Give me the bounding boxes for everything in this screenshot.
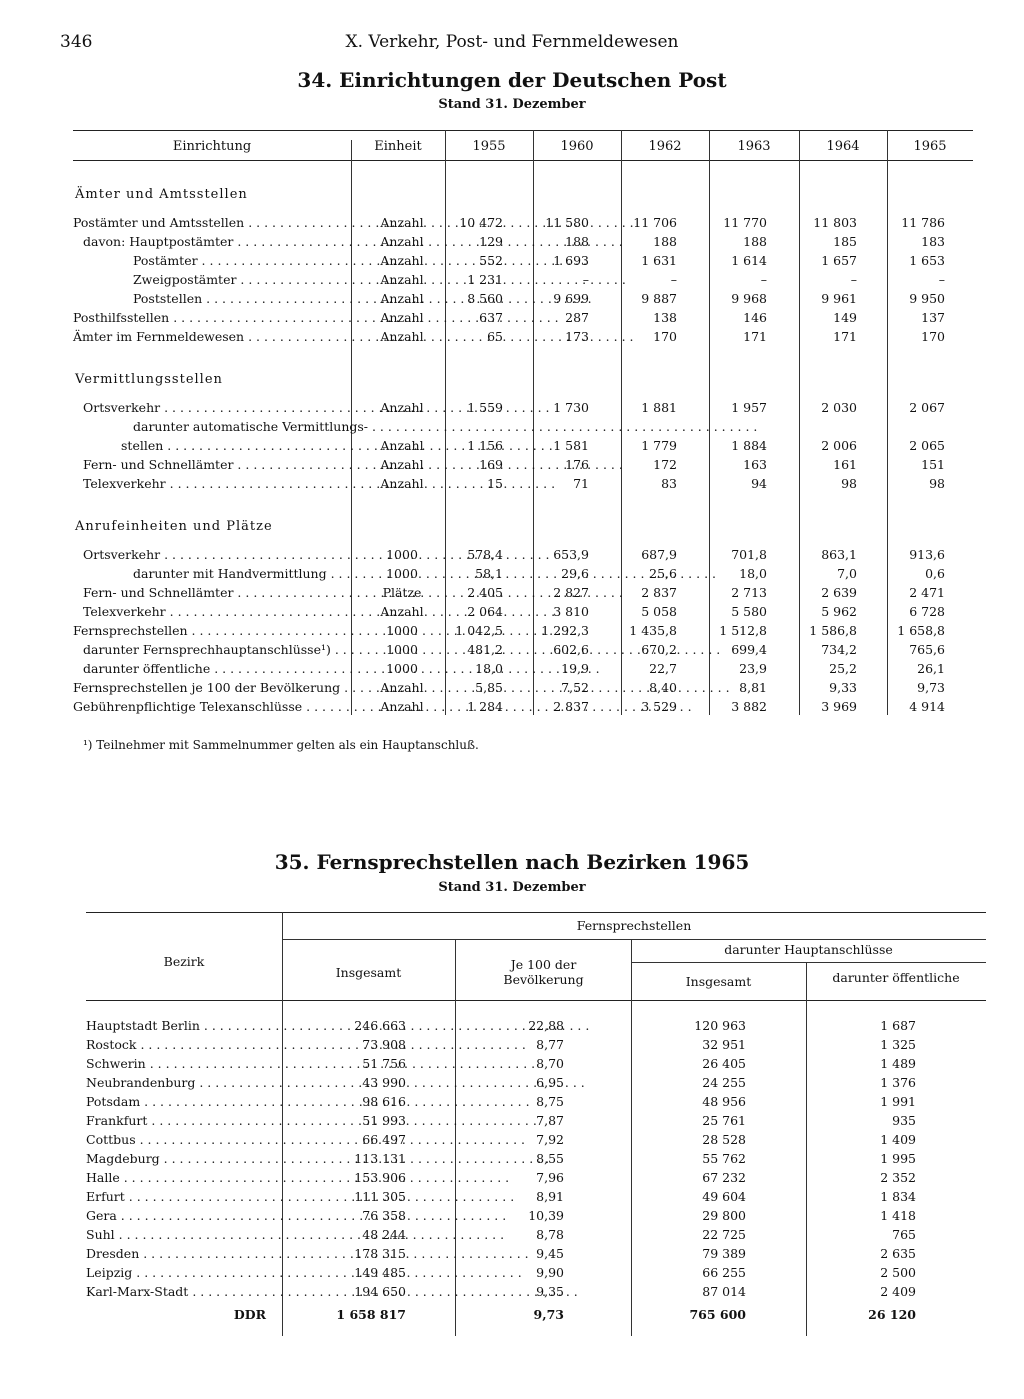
- table34-cell: 699,4: [731, 642, 767, 657]
- table34-cell: 1 658,8: [897, 623, 945, 638]
- table34-cell: 5 580: [731, 604, 767, 619]
- table35-cell: 8,75: [536, 1094, 564, 1109]
- table35-total-cell: 26 120: [868, 1307, 916, 1322]
- table34-cell: 552: [479, 253, 503, 268]
- table34: [73, 130, 973, 752]
- table34-cell: 602,6: [553, 642, 589, 657]
- table34-cell: 161: [833, 457, 857, 472]
- table34-cell: –: [670, 272, 677, 287]
- table34-row-label: davon: Hauptpostämter . . .: [83, 234, 343, 249]
- table35-cell: 24 255: [702, 1075, 746, 1090]
- table35-cell: 55 762: [702, 1151, 746, 1166]
- table34-cell: 2 030: [821, 400, 857, 415]
- table35-top-rule: [86, 912, 986, 913]
- table35-total-cell: 765 600: [689, 1307, 746, 1322]
- table34-cell: 734,2: [821, 642, 857, 657]
- table35-header-bezirk: Bezirk: [163, 954, 205, 969]
- table34-cell: 9 950: [909, 291, 945, 306]
- table34-cell: 10 472: [459, 215, 503, 230]
- table34-row-label: Postämter und Amtsstellen . . .: [73, 215, 343, 230]
- table34-row-label: Fern- und Schnellämter . . .: [83, 457, 343, 472]
- table35-cell: 51 993: [362, 1113, 406, 1128]
- table34-cell: 1 957: [731, 400, 767, 415]
- table34-header-year: 1963: [737, 139, 771, 154]
- table34-cell: 5,85: [475, 680, 503, 695]
- table34-cell: 9 887: [641, 291, 677, 306]
- table34-cell: 171: [743, 329, 767, 344]
- table34-cell: 188: [653, 234, 677, 249]
- table34-row-unit: Anzahl: [380, 476, 424, 491]
- table34-cell: 1 559: [467, 400, 503, 415]
- table34-cell: 94: [751, 476, 767, 491]
- table34-section-title: Vermittlungsstellen: [75, 372, 223, 387]
- table34-section-title: Anrufeinheiten und Plätze: [75, 519, 273, 534]
- table34-cell: 2 064: [467, 604, 503, 619]
- table34-row-unit: Anzahl: [380, 438, 424, 453]
- table34-cell: 1 042,5: [455, 623, 503, 638]
- table35-cell: 29 800: [702, 1208, 746, 1223]
- table34-cell: 1 730: [553, 400, 589, 415]
- table35-cell: 8,55: [536, 1151, 564, 1166]
- table34-cell: 18,0: [739, 566, 767, 581]
- table34-cell: 1 779: [641, 438, 677, 453]
- table35-cell: 9,90: [536, 1265, 564, 1280]
- table35-cell: 43 990: [362, 1075, 406, 1090]
- table35-row-bezirk: Gera . . .: [86, 1208, 276, 1223]
- table34-cell: 129: [479, 234, 503, 249]
- table34-cell: 1 435,8: [629, 623, 677, 638]
- table35-subtitle: Stand 31. Dezember: [438, 880, 586, 895]
- table34-cell: 25,2: [829, 661, 857, 676]
- table34-cell: 3 969: [821, 699, 857, 714]
- table35-cell: 87 014: [702, 1284, 746, 1299]
- table34-cell: 765,6: [909, 642, 945, 657]
- table35-cell: 111 305: [354, 1189, 406, 1204]
- table34-cell: 170: [921, 329, 945, 344]
- table35-cell: 8,91: [536, 1189, 564, 1204]
- table34-cell: 98: [841, 476, 857, 491]
- table34-cell: 8 560: [467, 291, 503, 306]
- table34-cell: 185: [833, 234, 857, 249]
- table34-cell: 188: [565, 234, 589, 249]
- table35-cell: 66 255: [702, 1265, 746, 1280]
- table35-row-bezirk: Hauptstadt Berlin . . .: [86, 1018, 276, 1033]
- table35-cell: 32 951: [702, 1037, 746, 1052]
- table35-cell: 98 616: [362, 1094, 406, 1109]
- table35-cell: 7,92: [536, 1132, 564, 1147]
- table34-cell: 163: [743, 457, 767, 472]
- table35-cell: 7,96: [536, 1170, 564, 1185]
- table35-row-bezirk: Magdeburg . . .: [86, 1151, 276, 1166]
- table34-cell: 670,2: [641, 642, 677, 657]
- table34-cell: 3 810: [553, 604, 589, 619]
- table35-cell: 26 405: [702, 1056, 746, 1071]
- table35-header-je100: Je 100 der Bevölkerung: [503, 957, 584, 987]
- table34-cell: 151: [921, 457, 945, 472]
- table35-row-bezirk: Suhl . . .: [86, 1227, 276, 1242]
- table34-cell: 137: [921, 310, 945, 325]
- table34-cell: 98: [929, 476, 945, 491]
- table35-cell: 67 232: [702, 1170, 746, 1185]
- table34-cell: 1 631: [641, 253, 677, 268]
- table34-cell: 146: [743, 310, 767, 325]
- table34-cell: –: [938, 272, 945, 287]
- table34-cell: 7,52: [561, 680, 589, 695]
- table34-row-label: Ämter im Fernmeldewesen . . .: [73, 329, 343, 344]
- table35-cell: 8,77: [536, 1037, 564, 1052]
- table35-cell: 1 991: [880, 1094, 916, 1109]
- table34-row-unit: Anzahl: [380, 457, 424, 472]
- table34-cell: –: [582, 272, 589, 287]
- table35-cell: 2 500: [880, 1265, 916, 1280]
- table34-cell: 138: [653, 310, 677, 325]
- table34-cell: 65: [487, 329, 503, 344]
- table35-row-bezirk: Karl-Marx-Stadt . . .: [86, 1284, 276, 1299]
- table34-cell: 4 914: [909, 699, 945, 714]
- table35-title: 35. Fernsprechstellen nach Bezirken 1965: [274, 850, 750, 874]
- table34-row-unit: 1000: [386, 566, 418, 581]
- table34-row-label: stellen . . .: [121, 438, 343, 453]
- table35-row-bezirk: Potsdam . . .: [86, 1094, 276, 1109]
- table34-cell: 2 065: [909, 438, 945, 453]
- table35-row-bezirk: Frankfurt . . .: [86, 1113, 276, 1128]
- table34-row-label: Gebührenpflichtige Telexanschlüsse . . .: [73, 699, 343, 714]
- table34-header-unit: Einheit: [374, 139, 422, 154]
- table34-cell: 71: [573, 476, 589, 491]
- table34-row-label: darunter Fernsprechhauptanschlüsse¹) . . .: [83, 642, 343, 657]
- table34-cell: 8,81: [739, 680, 767, 695]
- table35-group-rule: [282, 939, 986, 940]
- table34-cell: 176: [565, 457, 589, 472]
- table34-top-rule: [73, 130, 973, 131]
- table35-cell: 1 834: [880, 1189, 916, 1204]
- table34-cell: 149: [833, 310, 857, 325]
- table35-cell: 149 485: [354, 1265, 406, 1280]
- table34-header-rule: [73, 160, 973, 161]
- table35-cell: 9,45: [536, 1246, 564, 1261]
- table35-cell: 194 650: [354, 1284, 406, 1299]
- table34-cell: 1 156: [467, 438, 503, 453]
- table35-cell: 1 325: [880, 1037, 916, 1052]
- table34-row-label: Ortsverkehr . . .: [83, 547, 343, 562]
- table34-cell: 19,9: [561, 661, 589, 676]
- table34-cell: 2 837: [553, 699, 589, 714]
- table35-cell: 8,70: [536, 1056, 564, 1071]
- table35-cell: 22 725: [702, 1227, 746, 1242]
- table34-cell: 481,2: [467, 642, 503, 657]
- table34-cell: 172: [653, 457, 677, 472]
- table34-cell: 2 405: [467, 585, 503, 600]
- table34-cell: 11 803: [813, 215, 857, 230]
- table34-cell: 1 693: [553, 253, 589, 268]
- table34-cell: 2 837: [641, 585, 677, 600]
- table34-cell: 1 292,3: [541, 623, 589, 638]
- table34-cell: 863,1: [821, 547, 857, 562]
- table34-cell: 2 827: [553, 585, 589, 600]
- table35-row-bezirk: Erfurt . . .: [86, 1189, 276, 1204]
- table34-cell: 1 581: [553, 438, 589, 453]
- table34-row-unit: Anzahl: [380, 680, 424, 695]
- table34-cell: 22,7: [649, 661, 677, 676]
- table34-cell: 3 882: [731, 699, 767, 714]
- table35-cell: 1 418: [880, 1208, 916, 1223]
- table34-cell: 8,40: [649, 680, 677, 695]
- table34-cell: 58,1: [475, 566, 503, 581]
- table34-cell: 183: [921, 234, 945, 249]
- table34-cell: 11 706: [633, 215, 677, 230]
- table34-cell: 1 657: [821, 253, 857, 268]
- table34-header-year: 1965: [913, 139, 947, 154]
- table35-cell: 120 963: [694, 1018, 746, 1033]
- table34-cell: 9,73: [917, 680, 945, 695]
- table35-cell: 1 995: [880, 1151, 916, 1166]
- table35-cell: 6,95: [536, 1075, 564, 1090]
- table35-cell: 49 604: [702, 1189, 746, 1204]
- table35-cell: 1 687: [880, 1018, 916, 1033]
- table34-cell: 9 968: [731, 291, 767, 306]
- table34-row-label: Postämter . . .: [133, 253, 343, 268]
- table34-cell: 653,9: [553, 547, 589, 562]
- table34-row-unit: 1000: [386, 661, 418, 676]
- running-head: X. Verkehr, Post- und Fernmeldewesen: [345, 32, 679, 52]
- table34-cell: 2 471: [909, 585, 945, 600]
- table34-cell: 7,0: [837, 566, 857, 581]
- table34-cell: 170: [653, 329, 677, 344]
- table34-row-label: Fern- und Schnellämter . . .: [83, 585, 343, 600]
- table35-cell: 935: [892, 1113, 916, 1128]
- table34-header-year: 1960: [560, 139, 594, 154]
- table35-cell: 1 409: [880, 1132, 916, 1147]
- table34-cell: 11 786: [901, 215, 945, 230]
- table34-cell: 171: [833, 329, 857, 344]
- table35-row-bezirk: Schwerin . . .: [86, 1056, 276, 1071]
- table34-cell: 1 614: [731, 253, 767, 268]
- table35-row-bezirk: Cottbus . . .: [86, 1132, 276, 1147]
- table35-cell: 9,35: [536, 1284, 564, 1299]
- table34-cell: –: [760, 272, 767, 287]
- table35-cell: 73 908: [362, 1037, 406, 1052]
- table34-cell: 3 529: [641, 699, 677, 714]
- table34-row-unit: 1000: [386, 642, 418, 657]
- table34-cell: 5 962: [821, 604, 857, 619]
- table34-cell: 173: [565, 329, 589, 344]
- table34-cell: 0,6: [925, 566, 945, 581]
- table34-cell: 578,4: [467, 547, 503, 562]
- table34-row-unit: Plätze: [382, 585, 422, 600]
- table34-cell: 9,33: [829, 680, 857, 695]
- table34-cell: 15: [487, 476, 503, 491]
- table34-subtitle: Stand 31. Dezember: [438, 97, 586, 112]
- table35-row-bezirk: Dresden . . .: [86, 1246, 276, 1261]
- table35-cell: 765: [892, 1227, 916, 1242]
- table34-cell: 1 881: [641, 400, 677, 415]
- table34-cell: 1 231: [467, 272, 503, 287]
- table34-cell: 913,6: [909, 547, 945, 562]
- table35-cell: 2 635: [880, 1246, 916, 1261]
- table34-header-year: 1962: [648, 139, 682, 154]
- table35-subgroup-rule: [631, 962, 986, 963]
- table34-cell: 83: [661, 476, 677, 491]
- table34-cell: 169: [479, 457, 503, 472]
- table35-cell: 51 756: [362, 1056, 406, 1071]
- table34-row-unit: Anzahl: [380, 400, 424, 415]
- table34-cell: 26,1: [917, 661, 945, 676]
- table34-row-unit: Anzahl: [380, 604, 424, 619]
- table35-cell: 22,88: [528, 1018, 564, 1033]
- table35-total-label: DDR: [233, 1307, 266, 1322]
- table34-cell: 287: [565, 310, 589, 325]
- table34-cell: –: [850, 272, 857, 287]
- table35-total-cell: 9,73: [533, 1307, 564, 1322]
- table34-cell: 6 728: [909, 604, 945, 619]
- table35-cell: 1 489: [880, 1056, 916, 1071]
- table35-cell: 2 352: [880, 1170, 916, 1185]
- table34-cell: 637: [479, 310, 503, 325]
- table34-cell: 1 284: [467, 699, 503, 714]
- table35: [86, 912, 986, 1336]
- table34-header-year: 1964: [826, 139, 860, 154]
- table35-cell: 7,87: [536, 1113, 564, 1128]
- table34-header-year: 1955: [472, 139, 506, 154]
- page-number: 346: [60, 32, 93, 52]
- table34-row-unit: Anzahl: [380, 234, 424, 249]
- table34-cell: 9 699: [553, 291, 589, 306]
- table34-cell: 25,6: [649, 566, 677, 581]
- table34-row-unit: Anzahl: [380, 699, 424, 714]
- table35-cell: 28 528: [702, 1132, 746, 1147]
- table35-cell: 246 663: [354, 1018, 406, 1033]
- table34-title: 34. Einrichtungen der Deutschen Post: [297, 68, 727, 92]
- table34-row-label: darunter mit Handvermittlung . . .: [133, 566, 343, 581]
- table34-row-label: Posthilfsstellen . . .: [73, 310, 343, 325]
- table34-cell: 11 770: [723, 215, 767, 230]
- table34-cell: 1 653: [909, 253, 945, 268]
- table34-cell: 23,9: [739, 661, 767, 676]
- table35-cell: 2 409: [880, 1284, 916, 1299]
- table34-row-label: Telexverkehr . . .: [83, 476, 343, 491]
- table34-row-unit: 1000: [386, 547, 418, 562]
- table35-header-oeffentliche: darunter öffentliche: [832, 970, 960, 985]
- table35-cell: 66 497: [362, 1132, 406, 1147]
- table34-cell: 9 961: [821, 291, 857, 306]
- table35-cell: 48 956: [702, 1094, 746, 1109]
- table35-header-group: Fernsprechstellen: [576, 918, 692, 933]
- table35-cell: 48 244: [362, 1227, 406, 1242]
- table34-header-label: Einrichtung: [172, 139, 252, 154]
- table35-row-bezirk: Halle . . .: [86, 1170, 276, 1185]
- table34-cell: 11 580: [545, 215, 589, 230]
- table34-cell: 2 006: [821, 438, 857, 453]
- table34-cell: 18,0: [475, 661, 503, 676]
- table35-cell: 1 376: [880, 1075, 916, 1090]
- table35-cell: 79 389: [702, 1246, 746, 1261]
- table35-cell: 113 131: [354, 1151, 406, 1166]
- table35-header-rule: [86, 1000, 986, 1001]
- table35-cell: 76 358: [362, 1208, 406, 1223]
- table35-total-cell: 1 658 817: [336, 1307, 406, 1322]
- table34-section-title: Ämter und Amtsstellen: [75, 187, 248, 202]
- table34-cell: 29,6: [561, 566, 589, 581]
- table35-row-bezirk: Leipzig . . .: [86, 1265, 276, 1280]
- table35-cell: 153 906: [354, 1170, 406, 1185]
- table34-cell: 5 058: [641, 604, 677, 619]
- table35-cell: 10,39: [528, 1208, 564, 1223]
- table34-row-unit: Anzahl: [380, 215, 424, 230]
- table35-row-bezirk: Neubrandenburg . . .: [86, 1075, 276, 1090]
- table34-cell: 1 884: [731, 438, 767, 453]
- table34-cell: 2 639: [821, 585, 857, 600]
- table34-row-unit: Anzahl: [380, 329, 424, 344]
- table35-cell: 8,78: [536, 1227, 564, 1242]
- table34-cell: 188: [743, 234, 767, 249]
- table34-row-unit: Anzahl: [380, 310, 424, 325]
- table34-row-unit: Anzahl: [380, 272, 424, 287]
- table34-cell: 2 713: [731, 585, 767, 600]
- table34-row-label: darunter automatische Vermittlungs- . . .: [133, 419, 343, 434]
- table35-header-insgesamt: Insgesamt: [335, 965, 402, 980]
- table35-header-haupt-insgesamt: Insgesamt: [685, 974, 752, 989]
- table34-footnote: ¹) Teilnehmer mit Sammelnummer gelten als ein Hauptanschluß.: [83, 738, 479, 752]
- table34-cell: 1 586,8: [809, 623, 857, 638]
- table34-cell: 1 512,8: [719, 623, 767, 638]
- table34-row-label: Poststellen . . .: [133, 291, 343, 306]
- table35-cell: 178 315: [354, 1246, 406, 1261]
- table34-row-label: Ortsverkehr . . .: [83, 400, 343, 415]
- table35-cell: 25 761: [702, 1113, 746, 1128]
- table34-row-unit: 1000: [386, 623, 418, 638]
- table34-cell: 687,9: [641, 547, 677, 562]
- table34-row-unit: Anzahl: [380, 253, 424, 268]
- table35-row-bezirk: Rostock . . .: [86, 1037, 276, 1052]
- table34-row-label: Fernsprechstellen je 100 der Bevölkerung . . .: [73, 680, 343, 695]
- table35-divider: [631, 939, 632, 1336]
- table34-cell: 2 067: [909, 400, 945, 415]
- table34-row-label: darunter öffentliche . . .: [83, 661, 343, 676]
- table34-row-label: Zweigpostämter . . .: [133, 272, 343, 287]
- table34-row-label: Fernsprechstellen . . .: [73, 623, 343, 638]
- table34-row-unit: Anzahl: [380, 291, 424, 306]
- table34-cell: 701,8: [731, 547, 767, 562]
- table34-row-label: Telexverkehr . . .: [83, 604, 343, 619]
- table35-header-subgroup: darunter Hauptanschlüsse: [724, 942, 893, 957]
